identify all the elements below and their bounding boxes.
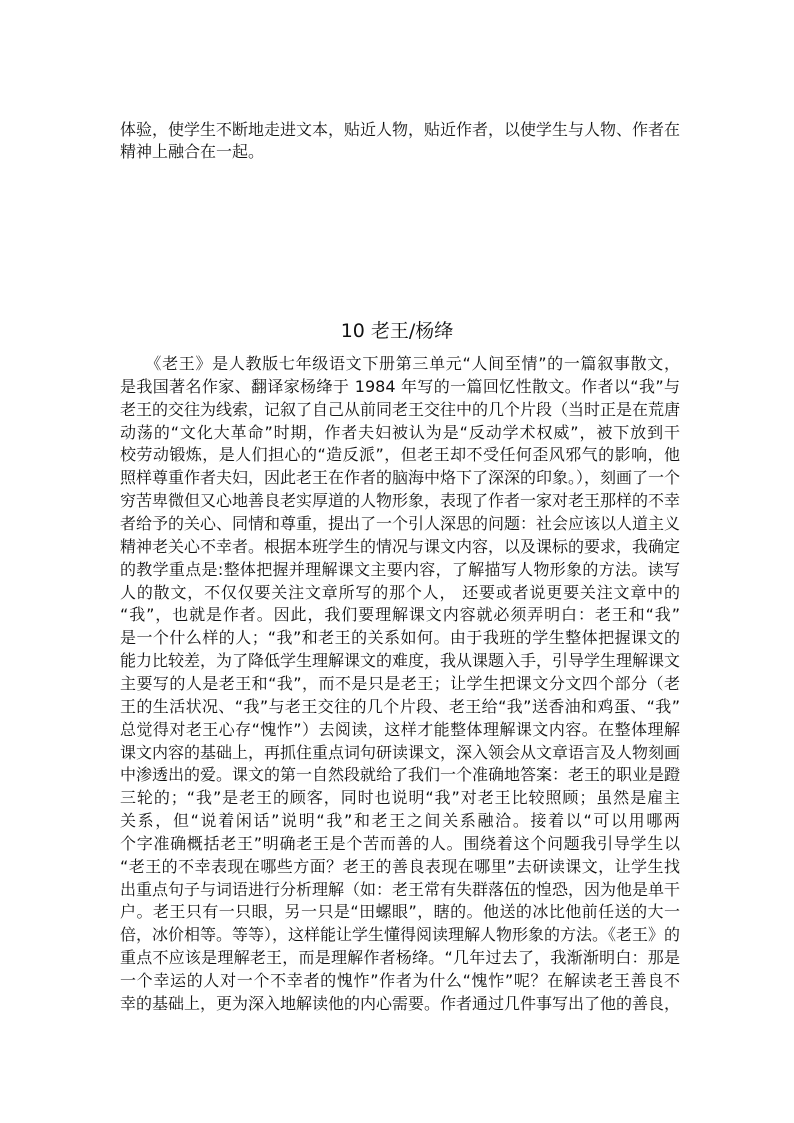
body-line: “老王的不幸表现在哪些方面？老王的善良表现在哪里”去研读课文，让学生找: [120, 856, 680, 876]
body-line: 王的生活状况、“我”与老王交往的几个片段、老王给“我”送香油和鸡蛋、“我”: [120, 696, 680, 716]
body-line: 出重点句子与词语进行分析理解（如：老王常有失群落伍的惶恐，因为他是单干: [120, 879, 680, 899]
body-line: 的教学重点是:整体把握并理解课文主要内容，了解描写人物形象的方法。读写: [120, 559, 680, 579]
body-line: 老王的交往为线索，记叙了自己从前同老王交往中的几个片段（当时正是在荒唐: [120, 399, 680, 419]
body-line: 关系，但“说着闲话”说明“我”和老王之间关系融洽。接着以“可以用哪两: [120, 811, 680, 830]
body-line: 是一个什么样的人；“我”和老王的关系如何。由于我班的学生整体把握课文的: [120, 628, 680, 648]
body-line: 中渗透出的爱。课文的第一自然段就给了我们一个准确地答案：老王的职业是蹬: [120, 765, 680, 785]
body-line: 是我国著名作家、翻译家杨绛于 1984 年写的一篇回忆性散文。作者以“我”与: [120, 376, 680, 396]
body-line: 穷苦卑微但又心地善良老实厚道的人物形象，表现了作者一家对老王那样的不幸: [120, 491, 680, 511]
body-line: 者给予的关心、同情和尊重，提出了一个引人深思的问题：社会应该以人道主义: [120, 514, 680, 533]
body-line: 校劳动锻炼，是人们担心的“造反派”，但老王却不受任何歪风邪气的影响，他: [120, 445, 680, 465]
body-line: 倍，冰价相等。等等），这样能让学生懂得阅读理解人物形象的方法。《老王》的: [120, 925, 680, 945]
page-title: 10 老王/杨绛: [340, 320, 454, 342]
body-line: 照样尊重作者夫妇，因此老王在作者的脑海中烙下了深深的印象。），刻画了一个: [120, 468, 680, 488]
body-line: 个字准确概括老王”明确老王是个苦而善的人。围绕着这个问题我引导学生以: [120, 833, 680, 853]
body-line: “我”，也就是作者。因此，我们要理解课文内容就必须弄明白：老王和“我”: [120, 605, 680, 625]
body-line: 主要写的人是老王和“我”，而不是只是老王；让学生把课文分文四个部分（老: [120, 673, 680, 693]
body-line: 动荡的“文化大革命”时期，作者夫妇被认为是“反动学术权威”，被下放到干: [120, 422, 680, 442]
body-line: 《老王》是人教版七年级语文下册第三单元“人间至情”的一篇叙事散文，: [120, 354, 680, 373]
prev-paragraph-line-1: 体验，使学生不断地走进文本，贴近人物，贴近作者，以使学生与人物、作者在: [120, 120, 680, 139]
body-line: 重点不应该是理解老王，而是理解作者杨绛。“几年过去了，我渐渐明白：那是: [120, 948, 680, 968]
body-line: 总觉得对老王心存“愧怍”）去阅读，这样才能整体理解课文内容。在整体理解: [120, 719, 680, 739]
prev-paragraph-line-2: 精神上融合在一起。: [120, 142, 265, 161]
body-line: 户。老王只有一只眼，另一只是“田螺眼”，瞎的。他送的冰比他前任送的大一: [120, 902, 680, 922]
body-line: 一个幸运的人对一个不幸者的愧怍”作者为什么“愧怍”呢？在解读老王善良不: [120, 971, 680, 990]
body-line: 人的散文，不仅仅要关注文章所写的那个人， 还要或者说更要关注文章中的: [120, 582, 680, 602]
body-line: 三轮的；“我”是老王的顾客，同时也说明“我”对老王比较照顾；虽然是雇主: [120, 788, 680, 808]
body-line: 幸的基础上，更为深入地解读他的内心需要。作者通过几件事写出了他的善良，: [120, 993, 680, 1013]
body-line: 能力比较差，为了降低学生理解课文的难度，我从课题入手，引导学生理解课文: [120, 651, 680, 670]
body-line: 课文内容的基础上，再抓住重点词句研读课文，深入领会从文章语言及人物刻画: [120, 742, 680, 762]
body-line: 精神老关心不幸者。根据本班学生的情况与课文内容，以及课标的要求，我确定: [120, 536, 680, 556]
